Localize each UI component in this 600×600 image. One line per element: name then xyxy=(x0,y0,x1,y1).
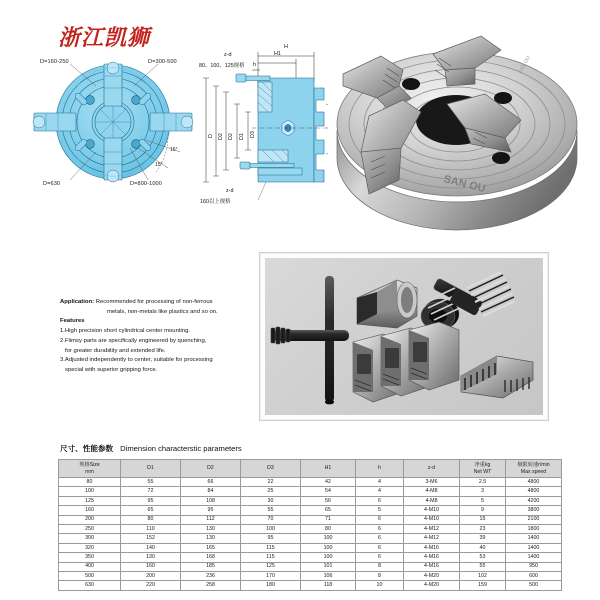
table-cell-极限转速r/min: 1800 xyxy=(506,524,562,533)
table-cell-规格Size: 300 xyxy=(59,534,121,543)
table-cell-极限转速r/min: 1400 xyxy=(506,534,562,543)
table-cell-h: 5 xyxy=(356,506,404,515)
dim-label-H1: H1 xyxy=(274,51,281,57)
table-cell-规格Size: 400 xyxy=(59,562,121,571)
table-row xyxy=(59,571,562,580)
table-row xyxy=(59,524,562,533)
feature-2-text-cont: for greater durability and extended life. xyxy=(65,347,166,354)
table-cell-D3: 115 xyxy=(241,553,301,562)
table-cell-D1: 80 xyxy=(121,515,181,524)
col-header-h: h xyxy=(356,460,404,478)
table-cell-净重kg: 9 xyxy=(460,506,506,515)
table-cell-极限转速r/min: 500 xyxy=(506,581,562,590)
table-cell-极限转速r/min: 1400 xyxy=(506,553,562,562)
table-cell-D3: 125 xyxy=(241,562,301,571)
table-cell-净重kg: 15 xyxy=(460,515,506,524)
table-cell-H1: 42 xyxy=(301,478,356,487)
col-header-d2: D2 xyxy=(181,460,241,478)
table-cell-D2: 112 xyxy=(181,515,241,524)
table-cell-H1: 100 xyxy=(301,553,356,562)
col-header-d1: D1 xyxy=(121,460,181,478)
table-row xyxy=(59,506,562,515)
feature-2-num: 2. xyxy=(60,337,65,344)
table-cell-D1: 200 xyxy=(121,571,181,580)
note-large-sizes: 160以上规格 xyxy=(200,199,231,205)
face-label-d630: D=630 xyxy=(43,181,61,187)
table-row xyxy=(59,478,562,487)
table-row xyxy=(59,534,562,543)
table-title-cn: 尺寸、性能参数 xyxy=(60,444,114,453)
table-cell-z-d: 4-M20 xyxy=(404,581,460,590)
table-cell-z-d: 4-M16 xyxy=(404,553,460,562)
table-cell-D2: 95 xyxy=(181,506,241,515)
table-cell-D3: 25 xyxy=(241,487,301,496)
table-cell-D1: 152 xyxy=(121,534,181,543)
table-row xyxy=(59,562,562,571)
table-cell-h: 6 xyxy=(356,496,404,505)
col-header-h1: H1 xyxy=(301,460,356,478)
table-cell-h: 6 xyxy=(356,534,404,543)
section-drawing-svg xyxy=(196,30,328,222)
table-cell-z-d: 3-M6 xyxy=(404,478,460,487)
table-cell-H1: 106 xyxy=(301,571,356,580)
table-cell-D2: 168 xyxy=(181,553,241,562)
table-cell-h: 6 xyxy=(356,515,404,524)
table-cell-H1: 65 xyxy=(301,506,356,515)
face-label-d800-1000: D=800-1000 xyxy=(130,181,162,187)
dim-label-D2-inner: D2 xyxy=(228,133,234,140)
table-row xyxy=(59,496,562,505)
company-logo: 浙江凯狮 xyxy=(58,25,151,50)
table-cell-z-d: 4-M16 xyxy=(404,562,460,571)
feature-item-1 xyxy=(60,327,260,337)
dim-label-D: D xyxy=(208,134,214,138)
table-cell-D1: 95 xyxy=(121,496,181,505)
col-header-d3: D3 xyxy=(241,460,301,478)
chuck-face-diagram xyxy=(18,48,208,198)
photo-brand-mark: SAN OU xyxy=(442,173,487,196)
table-cell-H1: 100 xyxy=(301,534,356,543)
table-cell-D2: 130 xyxy=(181,534,241,543)
col-header-net-weight: 净重kg Net WT xyxy=(460,460,506,478)
table-cell-D1: 72 xyxy=(121,487,181,496)
table-cell-D3: 170 xyxy=(241,571,301,580)
dim-label-h: h xyxy=(253,62,256,68)
table-cell-H1: 118 xyxy=(301,581,356,590)
table-cell-D3: 95 xyxy=(241,534,301,543)
table-cell-净重kg: 2.5 xyxy=(460,478,506,487)
table-cell-H1: 80 xyxy=(301,524,356,533)
table-cell-D3: 55 xyxy=(241,506,301,515)
table-cell-D1: 160 xyxy=(121,562,181,571)
table-cell-极限转速r/min: 4800 xyxy=(506,478,562,487)
table-cell-规格Size: 160 xyxy=(59,506,121,515)
table-cell-h: 6 xyxy=(356,553,404,562)
table-cell-D1: 110 xyxy=(121,524,181,533)
dim-label-D3: D3 xyxy=(250,131,256,138)
accessory-stepped-jaw-set xyxy=(353,322,459,402)
spec-table-body xyxy=(59,478,562,591)
table-cell-D3: 180 xyxy=(241,581,301,590)
table-row xyxy=(59,581,562,590)
application-line-1 xyxy=(60,298,260,308)
table-cell-z-d: 4-M20 xyxy=(404,571,460,580)
table-cell-规格Size: 500 xyxy=(59,571,121,580)
table-cell-D2: 165 xyxy=(181,543,241,552)
table-cell-h: 6 xyxy=(356,524,404,533)
table-cell-极限转速r/min: 950 xyxy=(506,562,562,571)
feature-3-text-cont: special with superior gripping force. xyxy=(65,367,158,374)
table-cell-净重kg: 102 xyxy=(460,571,506,580)
table-cell-H1: 56 xyxy=(301,496,356,505)
table-cell-D2: 84 xyxy=(181,487,241,496)
table-title-en: Dimension characterstic parameters xyxy=(120,444,242,453)
table-row xyxy=(59,543,562,552)
table-cell-D2: 185 xyxy=(181,562,241,571)
table-cell-净重kg: 40 xyxy=(460,543,506,552)
col-header-size: 规格Size mm xyxy=(59,460,121,478)
table-cell-D2: 236 xyxy=(181,571,241,580)
table-cell-极限转速r/min: 3800 xyxy=(506,506,562,515)
table-cell-h: 8 xyxy=(356,571,404,580)
note-small-sizes: 80、100、125规格 xyxy=(199,63,245,69)
table-cell-净重kg: 55 xyxy=(460,562,506,571)
table-cell-D1: 140 xyxy=(121,543,181,552)
table-cell-净重kg: 39 xyxy=(460,534,506,543)
table-cell-h: 4 xyxy=(356,487,404,496)
table-cell-z-d: 4-M10 xyxy=(404,515,460,524)
table-cell-z-d: 4-M8 xyxy=(404,487,460,496)
col-header-zd: z-d xyxy=(404,460,460,478)
table-cell-z-d: 4-M12 xyxy=(404,524,460,533)
dim-label-H: H xyxy=(284,44,288,50)
application-text-2: metals, non-metals like plastics and so on. xyxy=(107,308,218,315)
table-cell-规格Size: 80 xyxy=(59,478,121,487)
table-row xyxy=(59,553,562,562)
table-cell-极限转速r/min: 4200 xyxy=(506,496,562,505)
dim-label-zd-bottom: z-d xyxy=(226,188,234,194)
table-cell-规格Size: 100 xyxy=(59,487,121,496)
product-photo-svg xyxy=(325,12,593,234)
table-cell-规格Size: 125 xyxy=(59,496,121,505)
table-cell-极限转速r/min: 2100 xyxy=(506,515,562,524)
table-cell-D3: 115 xyxy=(241,543,301,552)
dim-label-D2-outer: D2 xyxy=(218,133,224,140)
feature-3-num: 3. xyxy=(60,357,65,364)
table-cell-z-d: 4-M10 xyxy=(404,506,460,515)
table-cell-D1: 130 xyxy=(121,553,181,562)
table-cell-D3: 30 xyxy=(241,496,301,505)
accessories-photo-inner xyxy=(265,258,543,415)
table-header-row xyxy=(59,460,562,478)
table-cell-D2: 66 xyxy=(181,478,241,487)
table-cell-h: 10 xyxy=(356,581,404,590)
table-cell-规格Size: 200 xyxy=(59,515,121,524)
table-cell-规格Size: 350 xyxy=(59,553,121,562)
table-cell-极限转速r/min: 1400 xyxy=(506,543,562,552)
photo-side-text: SAN OU xyxy=(517,55,532,75)
table-cell-D1: 55 xyxy=(121,478,181,487)
table-cell-净重kg: 5 xyxy=(460,496,506,505)
table-cell-H1: 100 xyxy=(301,543,356,552)
table-cell-D3: 100 xyxy=(241,524,301,533)
features-heading: Features xyxy=(60,318,85,325)
table-cell-D1: 220 xyxy=(121,581,181,590)
table-cell-z-d: 4-M16 xyxy=(404,543,460,552)
face-angle-label-1: 15° xyxy=(170,147,178,153)
application-features-text xyxy=(60,298,260,376)
table-cell-净重kg: 53 xyxy=(460,553,506,562)
application-text-1: Recommended for processing of non-ferrous xyxy=(95,299,213,305)
feature-1-text: High precision short cylindrical center mounting. xyxy=(64,328,190,335)
table-cell-z-d: 4-M12 xyxy=(404,534,460,543)
feature-2-text: Flimsy parts are specifically engineered by quenching, xyxy=(64,337,207,344)
dim-label-zd-top: z-d xyxy=(224,52,232,58)
chuck-face-svg xyxy=(18,48,208,198)
table-row xyxy=(59,487,562,496)
table-cell-D1: 65 xyxy=(121,506,181,515)
chuck-section-drawing xyxy=(196,30,328,222)
face-angle-label-2: 15° xyxy=(155,162,163,168)
table-cell-z-d: 4-M8 xyxy=(404,496,460,505)
feature-item-2 xyxy=(60,337,260,347)
table-cell-净重kg: 3 xyxy=(460,487,506,496)
table-cell-规格Size: 630 xyxy=(59,581,121,590)
table-cell-极限转速r/min: 4800 xyxy=(506,487,562,496)
accessory-reversible-jaw xyxy=(461,356,533,398)
face-label-d300-500: D=300-500 xyxy=(148,59,177,65)
table-cell-极限转速r/min: 600 xyxy=(506,571,562,580)
table-cell-h: 6 xyxy=(356,543,404,552)
table-row xyxy=(59,515,562,524)
feature-item-3 xyxy=(60,356,260,366)
feature-3-text: Adjusted independently to center, suitable for processing xyxy=(64,357,213,364)
dim-label-D1: D1 xyxy=(239,133,245,140)
product-photo-chuck xyxy=(325,12,593,234)
table-title xyxy=(60,443,242,454)
table-cell-h: 4 xyxy=(356,478,404,487)
application-label: Application: xyxy=(60,299,95,305)
accessory-chuck-key xyxy=(271,276,349,404)
table-cell-H1: 71 xyxy=(301,515,356,524)
feature-1-num: 1. xyxy=(60,328,65,335)
table-cell-净重kg: 159 xyxy=(460,581,506,590)
top-illustration-band xyxy=(0,0,600,240)
spec-table xyxy=(58,459,562,591)
accessories-photo-panel xyxy=(259,252,549,421)
accessory-drive-screw xyxy=(421,272,515,330)
table-cell-规格Size: 250 xyxy=(59,524,121,533)
col-header-max-speed: 极限转速r/min Max speed xyxy=(506,460,562,478)
accessory-jaw-nut-block xyxy=(357,280,417,328)
accessories-svg xyxy=(265,258,543,415)
table-cell-D2: 130 xyxy=(181,524,241,533)
table-cell-h: 8 xyxy=(356,562,404,571)
table-cell-D2: 108 xyxy=(181,496,241,505)
table-cell-净重kg: 23 xyxy=(460,524,506,533)
table-cell-D2: 258 xyxy=(181,581,241,590)
face-label-d160-250: D=160-250 xyxy=(40,59,69,65)
table-cell-D3: 22 xyxy=(241,478,301,487)
table-cell-D3: 70 xyxy=(241,515,301,524)
table-cell-规格Size: 320 xyxy=(59,543,121,552)
table-cell-H1: 54 xyxy=(301,487,356,496)
table-cell-H1: 101 xyxy=(301,562,356,571)
